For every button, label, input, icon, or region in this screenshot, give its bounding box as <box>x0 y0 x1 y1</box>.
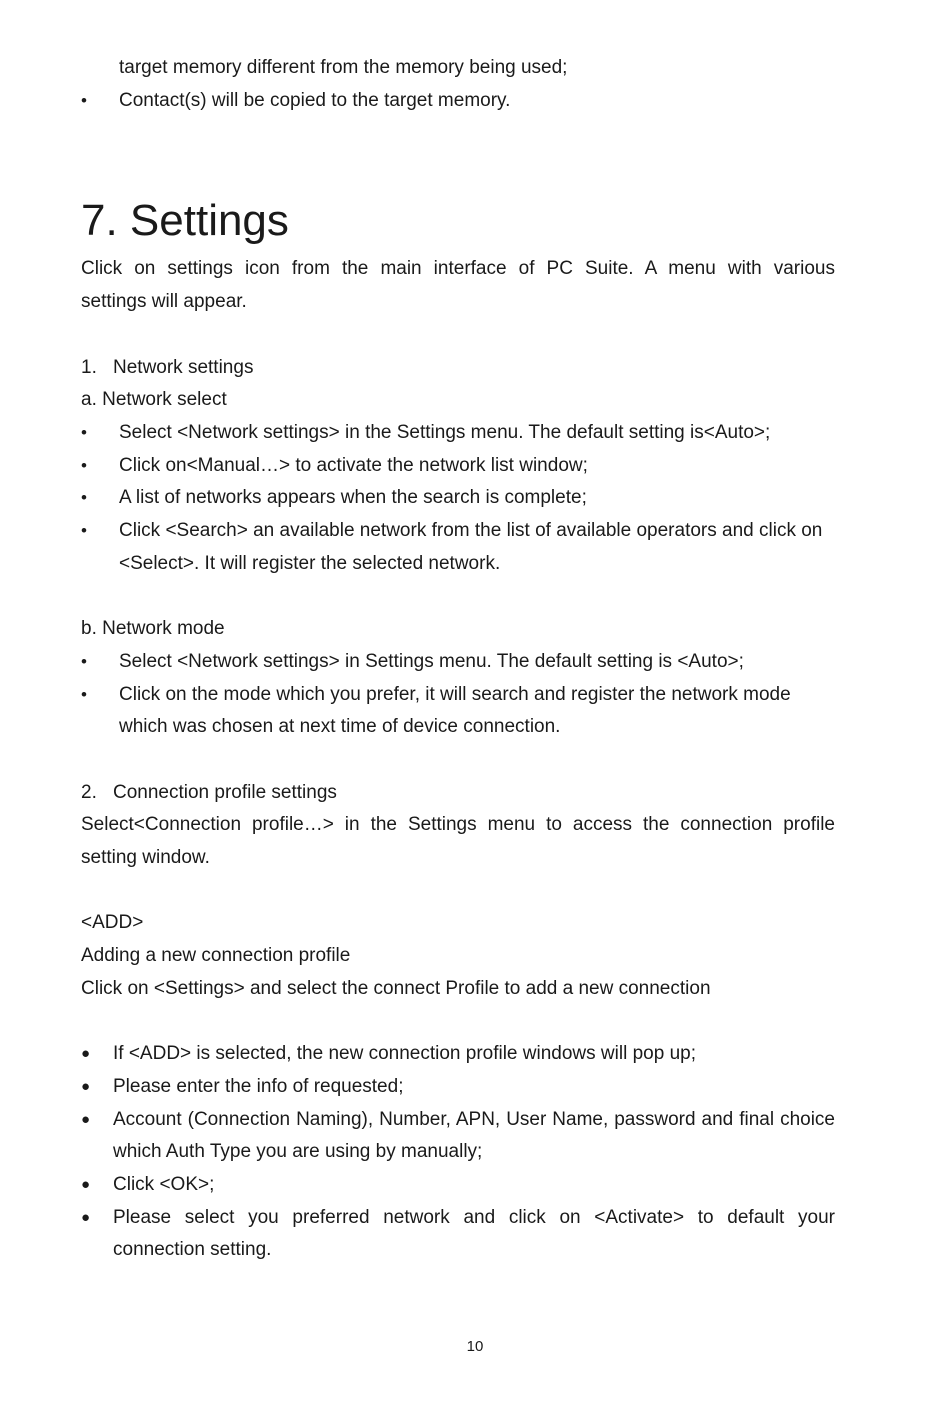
section-intro-line-1: Click on settings icon from the main interface of PC Suite. A menu with various <box>81 258 835 280</box>
intro-bullet-list <box>81 85 835 118</box>
add-instruction: Click on <Settings> and select the connect Profile to add a new connection <box>81 977 711 999</box>
page-number: 10 <box>466 1338 484 1355</box>
document-page <box>81 52 835 1267</box>
list-item: ● Click <OK>; <box>81 1169 835 1202</box>
list-item: • Select <Network settings> in the Settings menu. The default setting is<Auto>; <box>81 417 835 450</box>
list-item: ● If <ADD> is selected, the new connection profile windows will pop up; <box>81 1038 835 1071</box>
section-title: 7. Settings <box>81 196 289 246</box>
network-select-label: a. Network select <box>81 389 227 411</box>
add-subtitle: Adding a new connection profile <box>81 945 351 967</box>
bullet-icon: ● <box>81 1045 91 1063</box>
bullet-icon: • <box>81 455 87 475</box>
network-mode-label: b. Network mode <box>81 618 225 640</box>
bullet-icon: • <box>81 521 87 541</box>
list-item: • A list of networks appears when the search is complete; <box>81 482 835 515</box>
network-settings-heading: 1. Network settings <box>81 356 254 378</box>
list-item: • Click on<Manual…> to activate the network list window; <box>81 450 835 483</box>
add-tag: <ADD> <box>81 912 144 934</box>
section-intro-line-2: settings will appear. <box>81 291 247 313</box>
bullet-icon: ● <box>81 1110 91 1128</box>
list-item: • Contact(s) will be copied to the target memory. <box>81 85 835 118</box>
bullet-icon: • <box>81 684 87 704</box>
list-item: ● Account (Connection Naming), Number, APN, User Name, password and final choice which Auth Type you are using by manually; <box>81 1104 835 1169</box>
list-item: ● Please enter the info of requested; <box>81 1071 835 1104</box>
bullet-icon: ● <box>81 1208 91 1226</box>
connection-desc-line-2: setting window. <box>81 847 210 869</box>
bullet-icon: • <box>81 651 87 671</box>
connection-profile-heading: 2. Connection profile settings <box>81 781 337 803</box>
network-select-list <box>81 417 835 581</box>
list-item: • Click <Search> an available network from the list of available operators and click on <Select>. It will register the selected network. <box>81 515 835 580</box>
bullet-icon: • <box>81 90 87 110</box>
network-mode-list <box>81 646 835 744</box>
continued-text: target memory different from the memory being used; <box>119 57 568 78</box>
bullet-icon: ● <box>81 1077 91 1095</box>
connection-desc-line-1: Select<Connection profile…> in the Settings menu to access the connection profile <box>81 814 835 836</box>
list-item: • Click on the mode which you prefer, it will search and register the network mode which was chosen at next time of device connection. <box>81 679 835 744</box>
list-item: ● Please select you preferred network and click on <Activate> to default your connection setting. <box>81 1202 835 1267</box>
list-item: • Select <Network settings> in Settings menu. The default setting is <Auto>; <box>81 646 835 679</box>
add-steps-list <box>81 1038 835 1267</box>
bullet-icon: • <box>81 488 87 508</box>
bullet-icon: ● <box>81 1176 91 1194</box>
bullet-icon: • <box>81 422 87 442</box>
